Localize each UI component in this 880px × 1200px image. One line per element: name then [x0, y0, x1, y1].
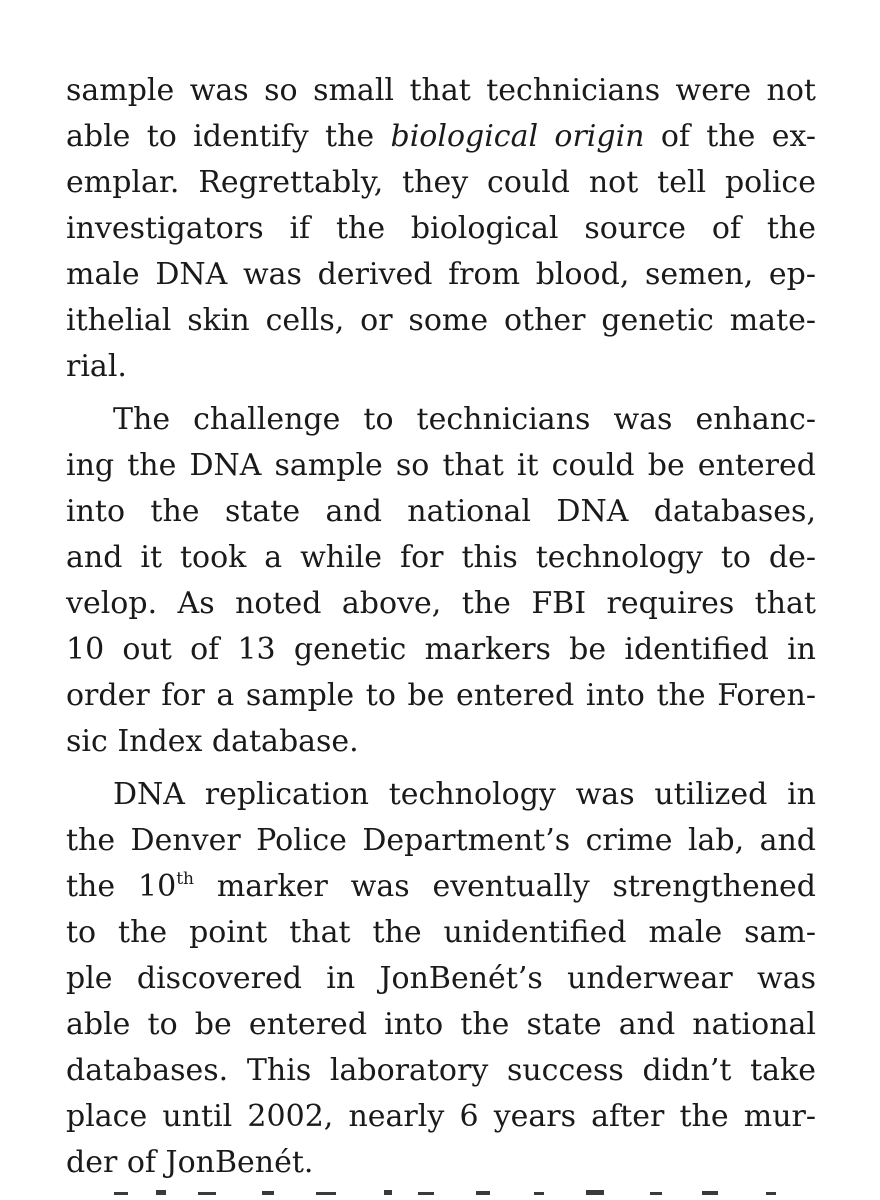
- emphasis-text: biological origin: [390, 119, 645, 154]
- text-line: place until 2002, nearly 6 years after the mur-: [66, 1099, 816, 1134]
- text-line: the Denver Police Department’s crime lab, and: [66, 823, 816, 858]
- text-line: ithelial skin cells, or some other genetic mate-: [66, 303, 816, 338]
- text-line: the 10th marker was eventually strengthened: [66, 869, 817, 904]
- text-line: emplar. Regrettably, they could not tell police: [66, 165, 816, 200]
- text-line: investigators if the biological source of the: [66, 211, 816, 246]
- text-line: databases. This laboratory success didn’t take: [66, 1053, 816, 1088]
- text-line: order for a sample to be entered into the Foren-: [66, 678, 816, 713]
- text-line: sample was so small that technicians were not: [66, 73, 816, 108]
- text-line: rial.: [66, 349, 127, 384]
- text-line: der of JonBenét.: [66, 1145, 314, 1180]
- cut-off-glyph-tops: [66, 1166, 816, 1200]
- cut-off-next-line: [66, 1166, 816, 1200]
- text-line: male DNA was derived from blood, semen, ep-: [66, 257, 816, 292]
- text-line: 10 out of 13 genetic markers be identified in: [66, 632, 816, 667]
- text-line: The challenge to technicians was enhanc-: [113, 402, 816, 437]
- text-line: able to identify the biological origin of the ex-: [66, 119, 816, 154]
- text-line: able to be entered into the state and national: [66, 1007, 816, 1042]
- superscript: th: [176, 869, 194, 889]
- text-line: DNA replication technology was utilized in: [113, 777, 816, 812]
- text-line: to the point that the unidentified male sam-: [66, 915, 816, 950]
- text-line: velop. As noted above, the FBI requires that: [66, 586, 816, 621]
- text-line: ple discovered in JonBenét’s underwear was: [66, 961, 816, 996]
- text-line: and it took a while for this technology to de-: [66, 540, 816, 575]
- text-line: ing the DNA sample so that it could be entered: [66, 448, 816, 483]
- text-line: into the state and national DNA databases,: [66, 494, 816, 529]
- text-line: sic Index database.: [66, 724, 359, 759]
